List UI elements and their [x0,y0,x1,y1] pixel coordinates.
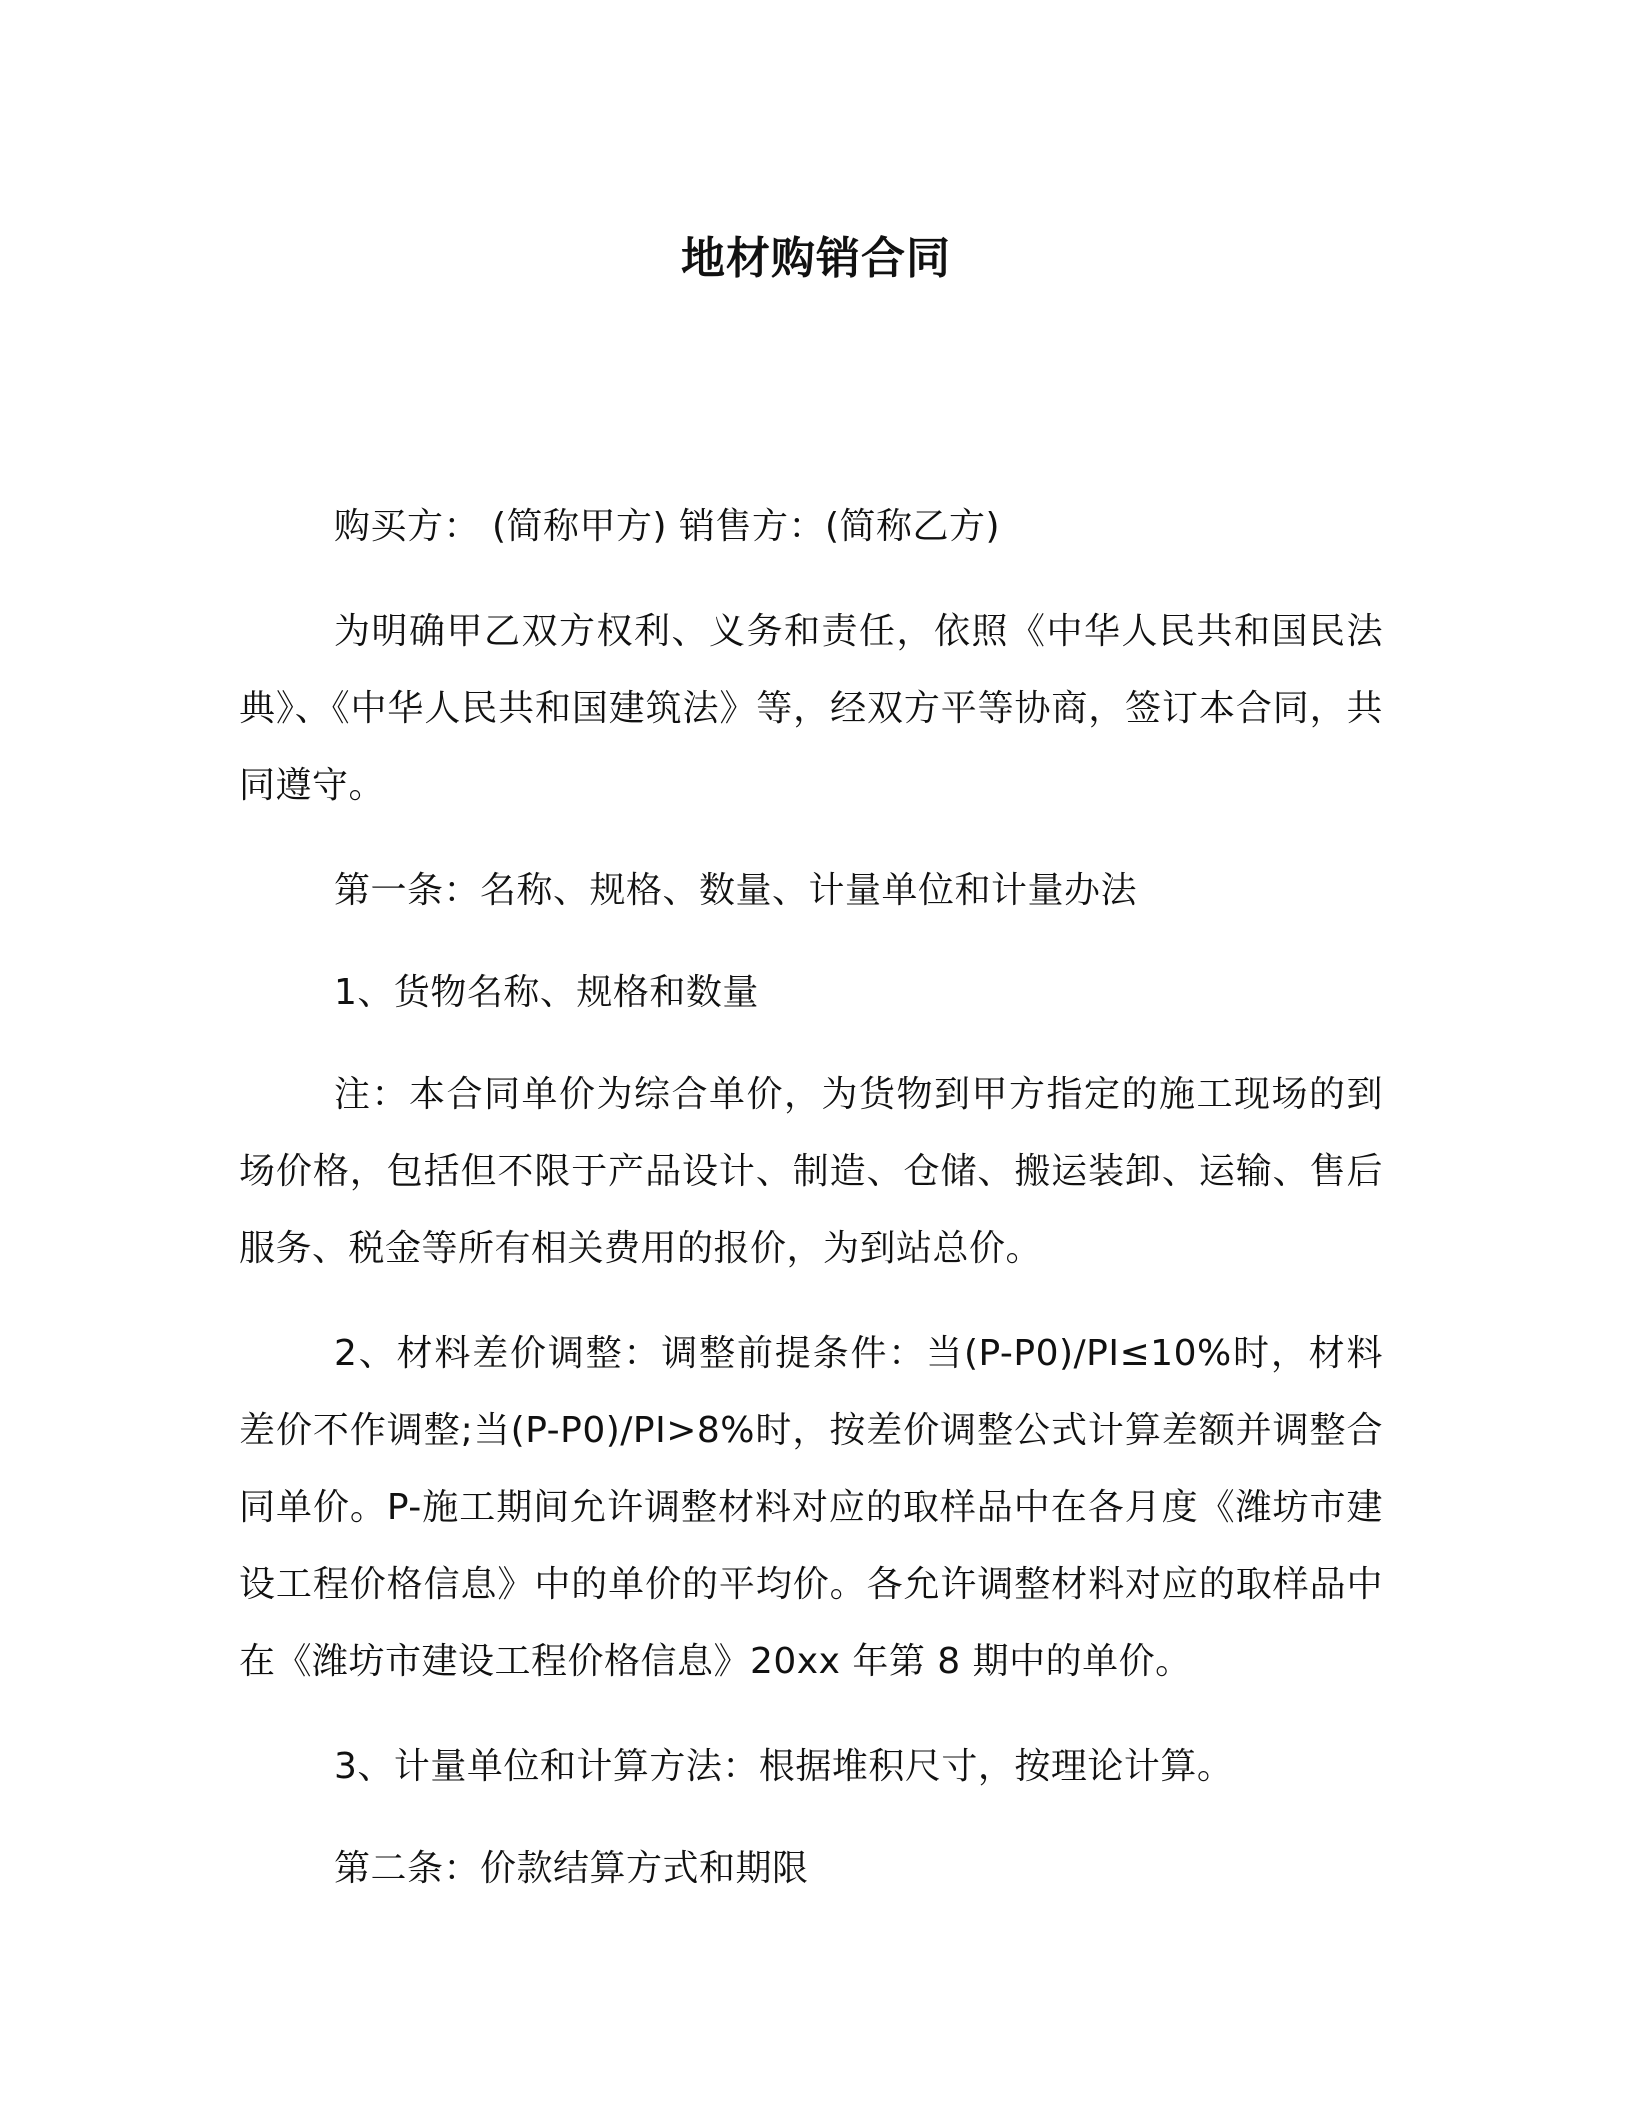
article-2-heading: 第二条：价款结算方式和期限 [334,1848,809,1889]
preamble-paragraph: 为明确甲乙双方权利、义务和责任，依照《中华人民共和国民法典》、《中华人民共和国建筑法》等，经双方平等协商，签订本合同，共同遵守。 [239,611,1383,806]
document-body [239,488,1383,1907]
document-title: 地材购销合同 [681,233,951,284]
parties-line: 购买方： (简称甲方) 销售方：(简称乙方) [334,506,1001,547]
clause-1-3: 3、计量单位和计算方法：根据堆积尺寸，按理论计算。 [334,1746,1234,1787]
article-1-heading: 第一条：名称、规格、数量、计量单位和计量办法 [334,870,1138,911]
clause-1-2: 2、材料差价调整：调整前提条件：当(P-P0)/PI≤10%时，材料差价不作调整;当(P-P0)/PI>8%时，按差价调整公式计算差额并调整合同单价。P-施工期间允许调整材料对应的取样品中在各月度《潍坊市建设工程价格信息》中的单价的平均价。各允许调整材料对应的取样品中在《潍坊市建设工程价格信息》20xx 年第 8 期中的单价。 [239,1333,1383,1682]
clause-1-1: 1、货物名称、规格和数量 [334,972,759,1013]
note-paragraph: 注：本合同单价为综合单价，为货物到甲方指定的施工现场的到场价格，包括但不限于产品设计、制造、仓储、搬运装卸、运输、售后服务、税金等所有相关费用的报价，为到站总价。 [239,1074,1383,1269]
